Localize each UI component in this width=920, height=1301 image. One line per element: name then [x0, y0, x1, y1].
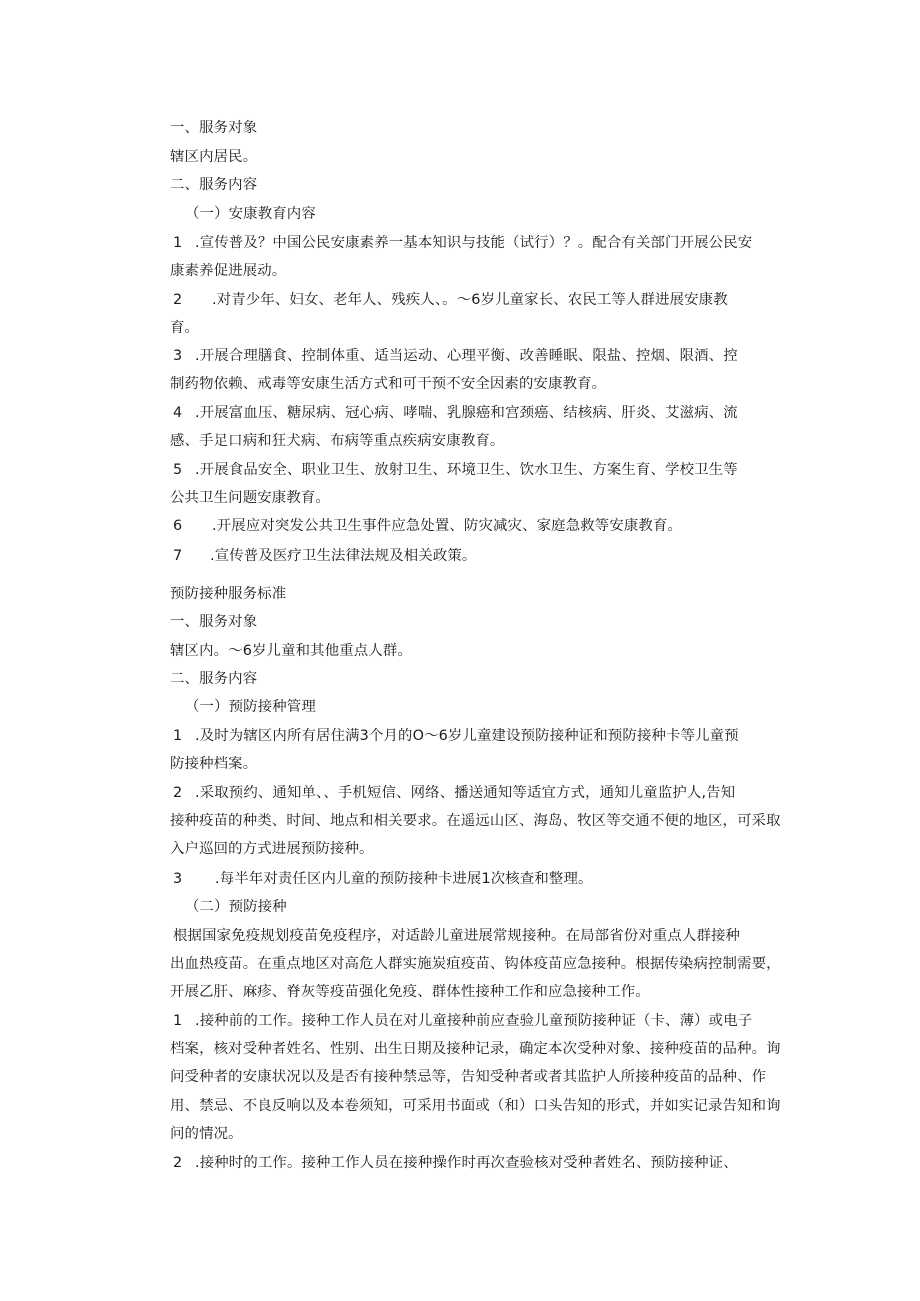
item-text-cont: 公共卫生问题安康教育。: [170, 490, 330, 506]
item-text: .开展合理膳食、控制体重、适当运动、心理平衡、改善睡眠、限盐、控烟、限酒、控: [195, 348, 738, 364]
item-number: 2: [173, 785, 183, 801]
item-text-cont: 档案，核对受种者姓名、性别、出生日期及接种记录，确定本次受种对象、接种疫苗的品种。询: [170, 1041, 781, 1057]
paragraph-line: 出血热疫苗。在重点地区对高危人群实施炭疽疫苗、钩体疫苗应急接种。根据传染病控制需要，: [170, 956, 781, 972]
item-text: .接种时的工作。接种工作人员在接种操作时再次查验核对受种者姓名、预防接种证、: [195, 1155, 738, 1171]
heading-service-target: 一、服务对象: [170, 614, 258, 630]
paragraph-target: 辖区内居民。: [170, 149, 258, 165]
item-text: .宣传普及医疗卫生法律法规及相关政策。: [210, 548, 477, 564]
item-text: .及时为辖区内所有居住满3个月的O～6岁儿童建设预防接种证和预防接种卡等儿童预: [195, 728, 739, 744]
item-text: .采取预约、通知单、、手机短信、网络、播送通知等适宜方式，通知儿童监护人,告知: [195, 785, 736, 801]
item-number: 2: [173, 292, 183, 308]
item-text: .开展应对突发公共卫生事件应急处置、防灾减灾、家庭急救等安康教育。: [212, 518, 683, 534]
heading-service-content: 二、服务内容: [170, 671, 258, 687]
item-number: 1: [173, 1013, 183, 1029]
item-number: 1: [173, 728, 183, 744]
item-text-cont: 感、手足口病和狂犬病、布病等重点疾病安康教育。: [170, 433, 505, 449]
item-text-cont: 康素养促进展动。: [170, 263, 287, 279]
item-number: 5: [173, 462, 183, 478]
item-number: 3: [173, 871, 183, 887]
item-text-cont: 制药物依赖、戒毒等安康生活方式和可干预不安全因素的安康教育。: [170, 376, 607, 392]
section-title-vaccination: 预防接种服务标准: [170, 586, 287, 602]
item-text: .宣传普及？中国公民安康素养一基本知识与技能（试行）？。配合有关部门开展公民安: [195, 235, 753, 251]
item-number: 2: [173, 1155, 183, 1171]
item-text-cont: 育。: [170, 320, 200, 336]
item-text: .每半年对责任区内儿童的预防接种卡进展1次核查和整理。: [215, 871, 593, 887]
item-text-cont: 用、禁忌、不良反响以及本卷须知，可采用书面或（和）口头告知的形式，并如实记录告知和询: [170, 1098, 781, 1114]
subheading-vaccination: （二）预防接种: [185, 899, 287, 915]
item-text: .对青少年、妇女、老年人、残疾人、。～6岁儿童家长、农民工等人群进展安康教: [212, 292, 728, 308]
subheading-vaccination-management: （一）预防接种管理: [185, 699, 316, 715]
item-number: 1: [173, 235, 183, 251]
item-text-cont: 问的情况。: [170, 1126, 243, 1142]
subheading-health-education: （一）安康教育内容: [185, 206, 316, 222]
paragraph-target: 辖区内。～6岁儿童和其他重点人群。: [170, 643, 412, 659]
item-text-cont: 问受种者的安康状况以及是否有接种禁忌等，告知受种者或者其监护人所接种疫苗的品种、作: [170, 1069, 767, 1085]
item-text-cont: 防接种档案。: [170, 756, 258, 772]
paragraph-line: 开展乙肝、麻疹、脊灰等疫苗强化免疫、群体性接种工作和应急接种工作。: [170, 984, 650, 1000]
item-number: 3: [173, 348, 183, 364]
item-text: .开展食品安全、职业卫生、放射卫生、环境卫生、饮水卫生、方案生育、学校卫生等: [195, 462, 738, 478]
paragraph-line: 根据国家免疫规划疫苗免疫程序，对适龄儿童进展常规接种。在局部省份对重点人群接种: [173, 928, 741, 944]
item-text-cont: 接种疫苗的种类、时间、地点和相关要求。在遥远山区、海岛、牧区等交通不便的地区，可采取: [170, 813, 781, 829]
item-text-cont: 入户巡回的方式进展预防接种。: [170, 841, 374, 857]
item-text: .开展富血压、糖尿病、冠心病、哮喘、乳腺癌和宫颈癌、结核病、肝炎、艾滋病、流: [195, 405, 738, 421]
item-text: .接种前的工作。接种工作人员在对儿童接种前应查验儿童预防接种证（卡、薄）或电子: [195, 1013, 753, 1029]
heading-service-content: 二、服务内容: [170, 177, 258, 193]
item-number: 4: [173, 405, 183, 421]
item-number: 7: [173, 548, 183, 564]
heading-service-target: 一、服务对象: [170, 120, 258, 136]
item-number: 6: [173, 518, 183, 534]
